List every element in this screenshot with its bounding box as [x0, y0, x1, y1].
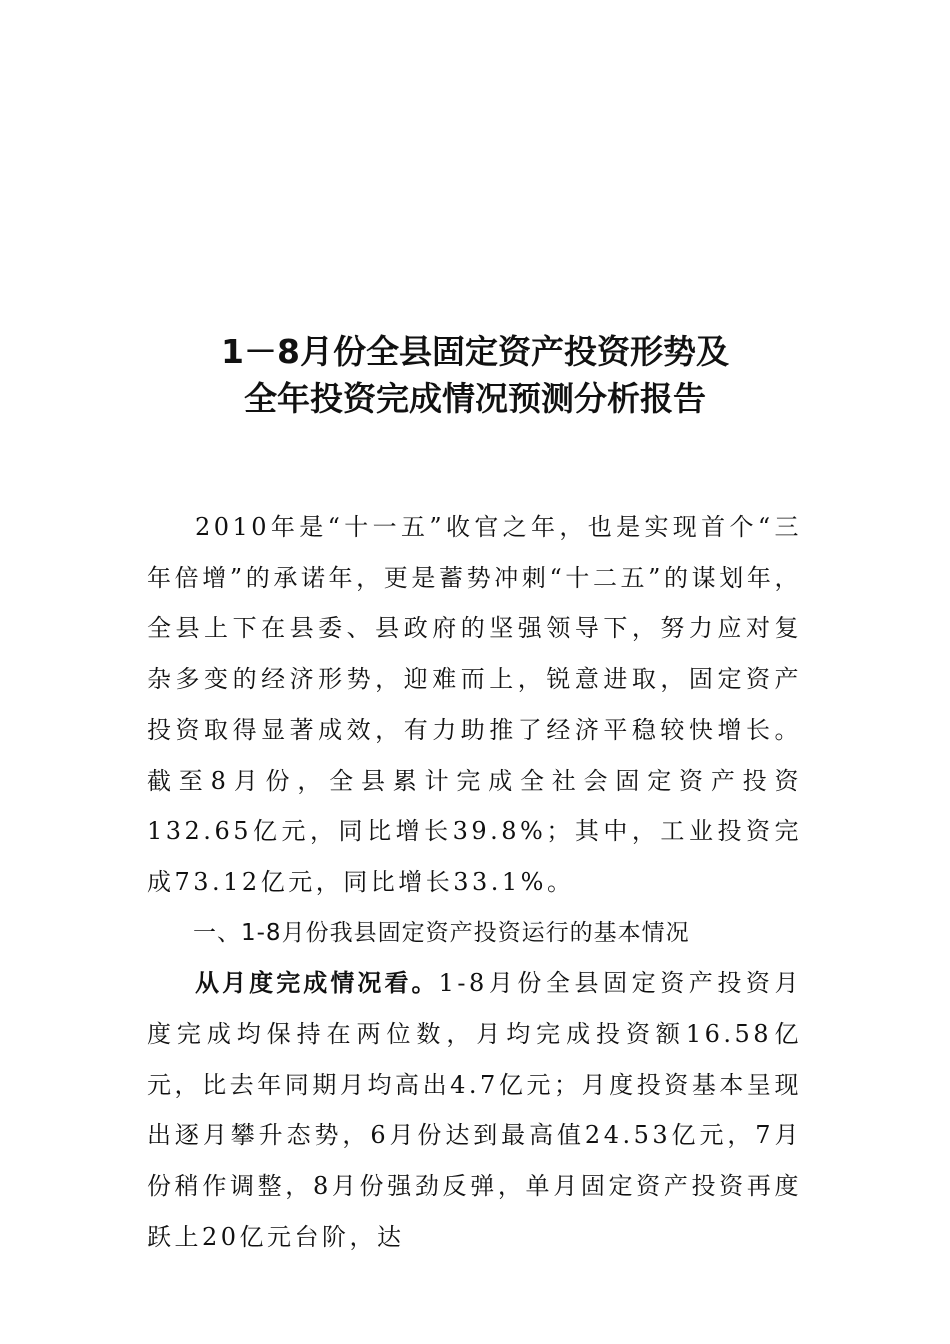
paragraph-text: 1-8月份全县固定资产投资月度完成均保持在两位数，月均完成投资额16.58亿元，比去年同期月均高出4.7亿元；月度投资基本呈现出逐月攀升态势，6月份达到最高值24.53亿元，7月份稍作调整，8月份强劲反弹，单月固定资产投资再度跃上20亿元台阶，达 — [147, 969, 802, 1251]
monthly-paragraph — [147, 958, 802, 1262]
intro-paragraph: 2010年是“十一五”收官之年，也是实现首个“三年倍增”的承诺年，更是蓄势冲刺“十二五”的谋划年，全县上下在县委、县政府的坚强领导下，努力应对复杂多变的经济形势，迎难而上，锐意进取，固定资产投资取得显著成效，有力助推了经济平稳较快增长。截至8月份，全县累计完成全社会固定资产投资132.65亿元，同比增长39.8%；其中，工业投资完成73.12亿元，同比增长33.1%。 — [147, 513, 802, 896]
document-title — [0, 328, 950, 422]
section-heading: 一、1-8月份我县固定资产投资运行的基本情况 — [193, 919, 690, 946]
title-line-1: 1－8月份全县固定资产投资形势及 — [221, 332, 729, 371]
title-line-2: 全年投资完成情况预测分析报告 — [244, 379, 706, 418]
paragraph-lead: 从月度完成情况看。 — [195, 969, 439, 998]
document-body — [147, 502, 802, 1263]
